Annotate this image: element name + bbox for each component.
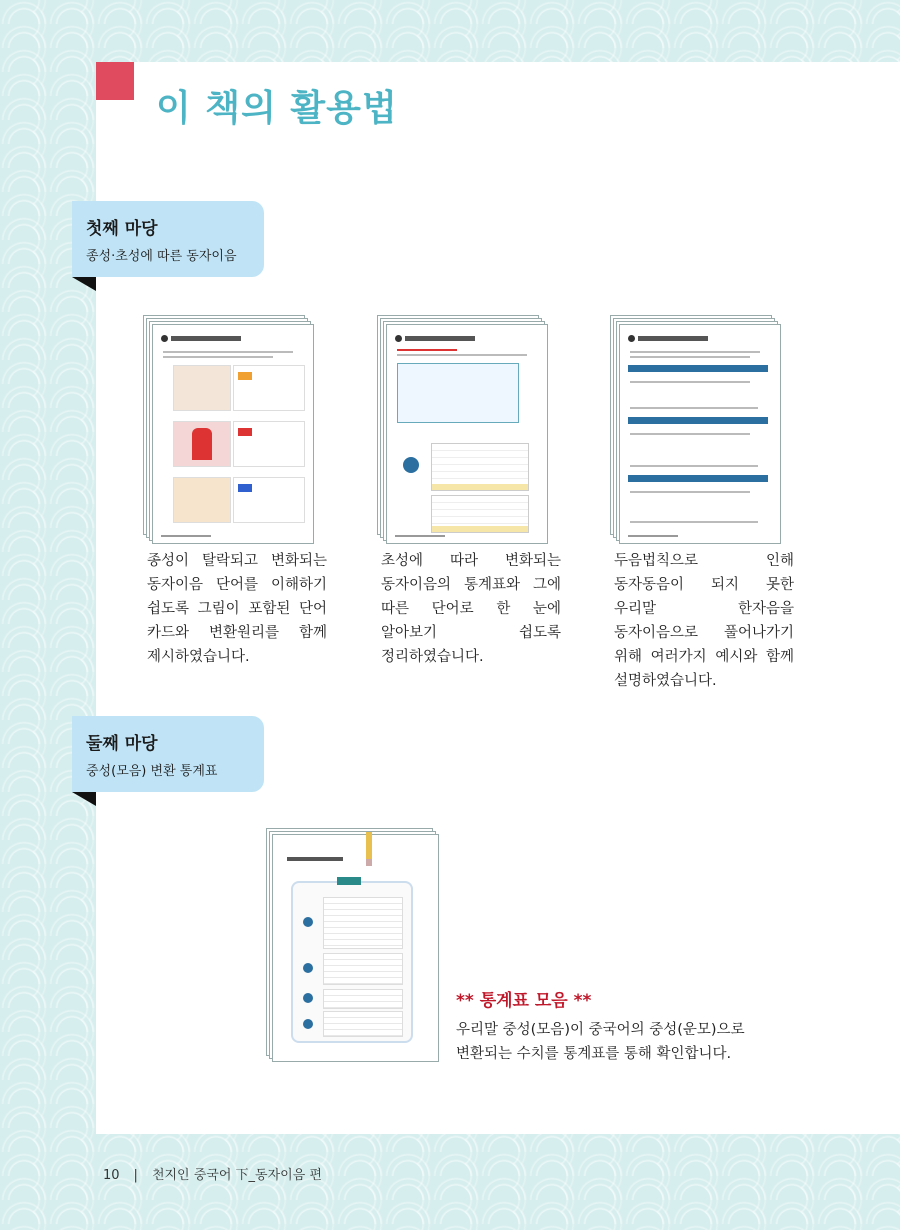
stats-collection-title: ** 통계표 모음 ** [456, 991, 592, 1011]
section1-tag [72, 201, 264, 277]
section2-subtitle: 중성(모음) 변환 통계표 [86, 764, 218, 779]
footer-separator: | [133, 1168, 138, 1183]
pencil-icon [366, 832, 372, 866]
section1-subtitle: 종성·초성에 따른 동자이음 [86, 249, 237, 264]
section2-tag [72, 716, 264, 792]
initial-change-box [397, 363, 519, 423]
stats-table-2 [431, 495, 529, 533]
page-title: 이 책의 활용법 [156, 88, 398, 129]
word-card-2 [233, 421, 305, 467]
word-card-3 [233, 477, 305, 523]
thumbnail-card-3 [610, 315, 778, 543]
section2-tag-fold [72, 792, 96, 806]
example-section-1 [628, 365, 768, 372]
thumbnail-card-2 [377, 315, 545, 543]
example-section-3 [628, 475, 768, 482]
book-title: 천지인 중국어 下_동자이음 편 [151, 1168, 322, 1183]
stats-table-thumbnail [266, 828, 440, 1064]
section1-tag-fold [72, 277, 96, 291]
section2-label: 둘째 마당 [86, 734, 158, 754]
stats-circle-1 [403, 457, 419, 473]
stats-collection-description: 우리말 중성(모음)이 중국어의 중성(운모)으로 변환되는 수치를 통계표를 통해 확인합니다. [456, 1022, 745, 1062]
illustration-mailbox [173, 421, 231, 467]
card-3-description: 두음법칙으로 인해 동자동음이 되지 못한 우리말 한자음을 동자이음으로 풀어나가기 위해 여러가지 예시와 함께 설명하였습니다. [614, 553, 794, 689]
red-square-marker [96, 62, 134, 100]
section1-label: 첫째 마당 [86, 219, 158, 239]
thumbnail-card-1 [143, 315, 311, 543]
card-1-description: 종성이 탈락되고 변화되는 동자이음 단어를 이해하기 쉽도록 그림이 포함된 단어 카드와 변환원리를 함께 제시하였습니다. [147, 553, 327, 665]
stats-table-1 [431, 443, 529, 491]
example-section-2 [628, 417, 768, 424]
page-footer [103, 1164, 322, 1183]
page-number: 10 [103, 1168, 120, 1183]
word-card-1 [233, 365, 305, 411]
stats-panel [291, 881, 413, 1043]
illustration-teacher [173, 365, 231, 411]
illustration-boy [173, 477, 231, 523]
card-2-description: 초성에 따라 변화되는 동자이음의 통계표와 그에 따른 단어로 한 눈에 알아보기 쉽도록 정리하였습니다. [381, 553, 561, 665]
